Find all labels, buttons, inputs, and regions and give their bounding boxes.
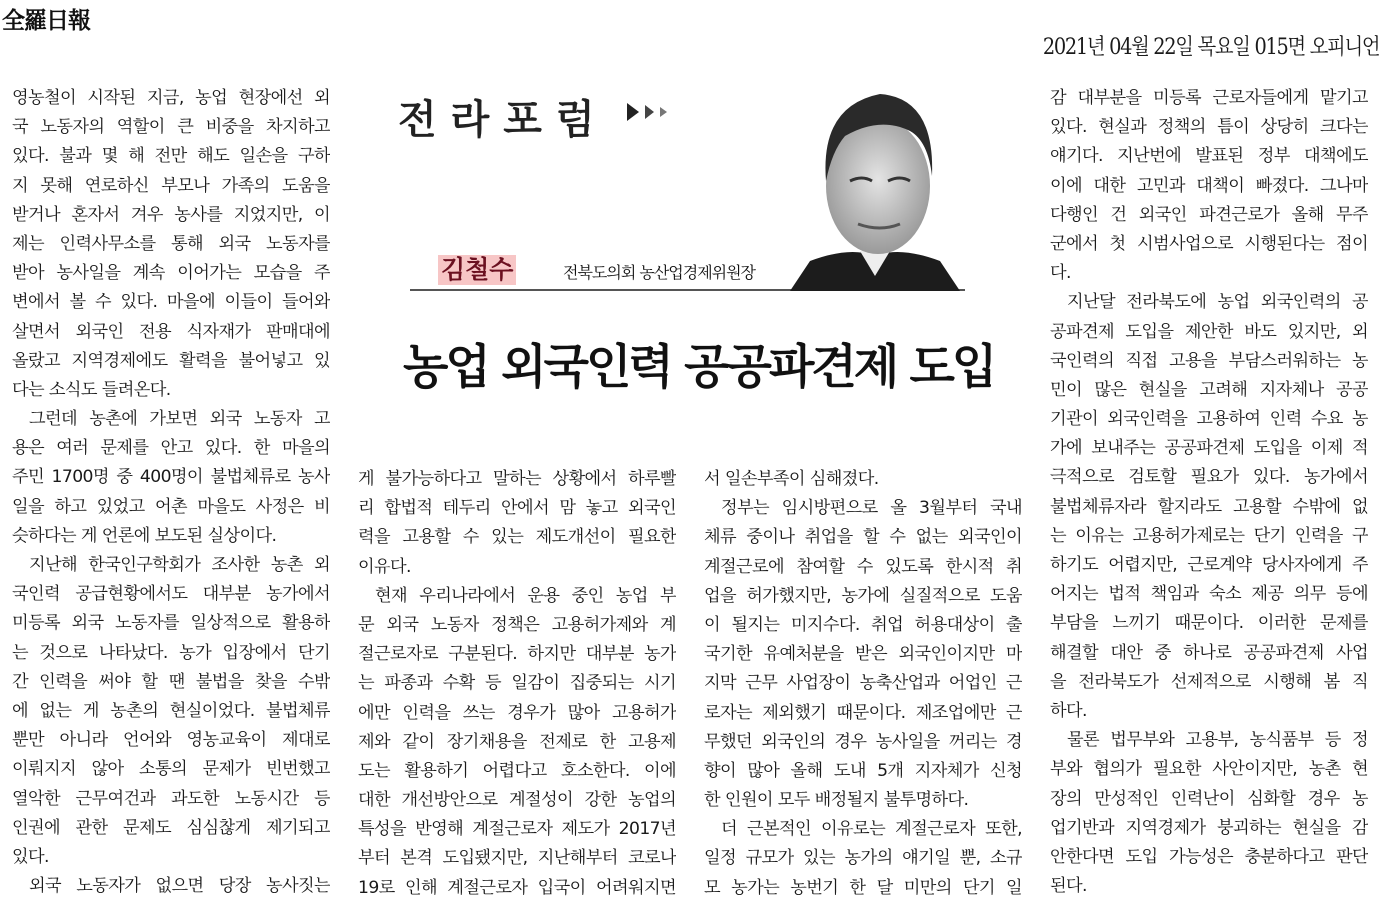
article-text-line: 대한 개선방안으로 계절성이 강한 농업의 (358, 790, 676, 811)
article-text-line: 리 합법적 테두리 안에서 맘 놓고 외국인 (358, 498, 676, 519)
article-text-line: 공파견제 도입을 제안한 바도 있지만, 외 (1050, 321, 1368, 342)
article-text-line: 올랐고 지역경제에도 활력을 불어넣고 있 (12, 350, 330, 371)
article-column-1 (12, 84, 330, 901)
article-text-line: 19로 인해 계절근로자 입국이 어려워지면 (358, 877, 676, 898)
article-text-line: 일정 규모가 있는 농가의 얘기일 뿐, 소규 (704, 848, 1022, 869)
article-text-line: 부터 본격 도입됐지만, 지난해부터 코로나 (358, 848, 676, 869)
article-text-line: 부담을 느끼기 때문이다. 이러한 문제를 (1050, 613, 1368, 634)
column-title: 전라포럼 (398, 97, 609, 143)
triangle-right-icon (645, 105, 654, 119)
article-text-line: 얘기다. 지난번에 발표된 정부 대책에도 (1050, 146, 1368, 167)
article-text-line: 해결할 대안 중 하나로 공공파견제 사업 (1050, 642, 1368, 663)
article-text-line: 체류 중이나 취업을 할 수 없는 외국인이 (704, 527, 1022, 548)
article-text-line: 계절근로에 참여할 수 있도록 한시적 취 (704, 556, 1022, 577)
article-text-line: 이 될지는 미지수다. 취업 허용대상이 출 (704, 614, 1022, 635)
article-text-line: 제와 같이 장기채용을 전제로 한 고용제 (358, 731, 676, 752)
article-text-line: 미등록 외국 노동자를 일상적으로 활용하 (12, 613, 330, 634)
triangle-right-icon (627, 103, 639, 121)
article-text-line: 슷하다는 게 언론에 보도된 실상이다. (12, 525, 277, 546)
article-text-line: 업을 허가했지만, 농가에 실질적으로 도움 (704, 585, 1022, 606)
article-text-line: 인권에 관한 문제도 심심찮게 제기되고 (12, 817, 330, 838)
article-text-line: 지난해 한국인구학회가 조사한 농촌 외 (29, 555, 330, 575)
article-text-line: 된다. (1050, 876, 1087, 897)
article-text-line: 로자는 제외했기 때문이다. 제조업에만 근 (704, 702, 1022, 723)
article-text-line: 절근로자로 구분된다. 하지만 대부분 농가 (358, 644, 676, 665)
article-text-line: 에만 인력을 쓰는 경우가 많아 고용허가 (358, 702, 676, 723)
article-text-line: 하기도 어렵지만, 근로계약 당사자에게 주 (1050, 555, 1368, 575)
article-text-line: 모 농가는 농번기 한 달 미만의 단기 일 (704, 877, 1022, 898)
arrow-icons (627, 103, 667, 121)
article-text-line: 는 이유는 고용허가제로는 단기 인력을 구 (1050, 525, 1368, 546)
article-text-line: 군에서 첫 시범사업으로 시행된다는 점이 (1050, 233, 1368, 254)
article-column-2 (358, 465, 676, 903)
article-text-line: 국 노동자의 역할이 큰 비중을 차지하고 (12, 117, 330, 138)
article-text-line: 특성을 반영해 계절근로자 제도가 2017년 (358, 819, 676, 840)
article-text-line: 다행인 건 외국인 파견근로가 올해 무주 (1050, 204, 1368, 225)
article-text-line: 물론 법무부와 고용부, 농식품부 등 정 (1067, 730, 1368, 751)
article-text-line: 지난달 전라북도에 농업 외국인력의 공 (1067, 292, 1368, 313)
article-text-line: 살면서 외국인 전용 식자재가 판매대에 (12, 321, 330, 342)
article-text-line: 이뤄지지 않아 소통의 문제가 빈번했고 (12, 759, 330, 780)
article-text-line: 부와 협의가 필요한 사안이지만, 농촌 현 (1050, 759, 1368, 780)
article-text-line: 에 없는 게 농촌의 현실이었다. 불법체류 (12, 700, 330, 721)
article-text-line: 는 파종과 수확 등 일감이 집중되는 시기 (358, 673, 676, 694)
article-text-line: 력을 고용할 수 있는 제도개선이 필요한 (358, 527, 676, 548)
article-text-line: 있다. 현실과 정책의 틈이 상당히 크다는 (1050, 117, 1368, 138)
article-text-line: 을 전라북도가 선제적으로 시행해 봄 직 (1050, 671, 1368, 692)
dateline: 2021년 04월 22일 목요일 015면 오피니언 (1042, 35, 1379, 60)
article-text-line: 불법체류자라 할지라도 고용할 수밖에 없 (1050, 496, 1368, 517)
article-text-line: 국인력 공급현황에서도 대부분 농가에서 (12, 584, 330, 605)
article-text-line: 이에 대한 고민과 대책이 빠졌다. 그나마 (1050, 175, 1368, 196)
article-text-line: 현재 우리나라에서 운용 중인 농업 부 (375, 585, 676, 606)
article-text-line: 영농철이 시작된 지금, 농업 현장에선 외 (12, 88, 330, 108)
article-text-line: 있다. (12, 846, 49, 867)
article-headline: 농업 외국인력 공공파견제 도입 (403, 340, 995, 395)
article-text-line: 기관이 외국인력을 고용하여 인력 수요 농 (1050, 409, 1368, 430)
article-text-line: 감 대부분을 미등록 근로자들에게 맡기고 (1050, 88, 1368, 108)
article-text-line: 주민 1700명 중 400명이 불법체류로 농사 (12, 467, 330, 488)
article-text-line: 극적으로 검토할 필요가 있다. 농가에서 (1050, 467, 1368, 488)
article-text-line: 받아 농사일을 계속 이어가는 모습을 주 (12, 263, 330, 284)
article-text-line: 제는 인력사무소를 통해 외국 노동자를 (12, 233, 330, 254)
article-text-line: 정부는 임시방편으로 올 3월부터 국내 (721, 498, 1022, 519)
article-text-line: 다는 소식도 들려온다. (12, 379, 171, 400)
article-text-line: 열악한 근무여건과 과도한 노동시간 등 (12, 788, 330, 809)
author-title: 전북도의회 농산업경제위원장 (563, 263, 756, 282)
article-text-line: 는 것으로 나타났다. 농가 입장에서 단기 (12, 642, 330, 663)
article-text-line: 무했던 외국인의 경우 농사일을 꺼리는 경 (704, 731, 1022, 752)
article-text-line: 하다. (1050, 700, 1087, 721)
article-text-line: 더 근본적인 이유로는 계절근로자 또한, (721, 819, 1022, 840)
article-text-line: 장의 만성적인 인력난이 심화할 경우 농 (1050, 788, 1368, 809)
author-photo (790, 86, 960, 291)
article-text-line: 안한다면 도입 가능성은 충분하다고 판단 (1050, 846, 1368, 867)
article-text-line: 게 불가능하다고 말하는 상황에서 하루빨 (358, 469, 676, 489)
article-text-line: 다. (1050, 263, 1071, 284)
article-text-line: 간 인력을 써야 할 땐 불법을 찾을 수밖 (12, 671, 330, 692)
article-text-line: 서 일손부족이 심해졌다. (704, 469, 879, 489)
article-text-line: 그런데 농촌에 가보면 외국 노동자 고 (29, 409, 330, 430)
article-text-line: 이유다. (358, 556, 411, 577)
article-text-line: 향이 많아 올해 도내 5개 지자체가 신청 (704, 760, 1022, 781)
article-text-line: 일을 하고 있었고 어촌 마을도 사정은 비 (12, 496, 330, 517)
article-text-line: 받거나 혼자서 겨우 농사를 지었지만, 이 (12, 204, 330, 225)
article-text-line: 업기반과 지역경제가 붕괴하는 현실을 감 (1050, 817, 1368, 838)
article-text-line: 뿐만 아니라 언어와 영농교육이 제대로 (12, 730, 330, 751)
article-text-line: 가에 보내주는 공공파견제 도입을 이제 적 (1050, 438, 1368, 459)
article-text-line: 외국 노동자가 없으면 당장 농사짓는 (29, 876, 330, 897)
article-text-line: 한 인원이 모두 배정될지 불투명하다. (704, 790, 969, 811)
article-text-line: 민이 많은 현실을 고려해 지자체나 공공 (1050, 379, 1368, 400)
article-text-line: 국인력의 직접 고용을 부담스러워하는 농 (1050, 350, 1368, 371)
triangle-right-icon (660, 107, 667, 117)
author-name: 김철수 (438, 255, 516, 285)
article-text-line: 용은 여러 문제를 안고 있다. 한 마을의 (12, 438, 330, 459)
article-text-line: 도는 활용하기 어렵다고 호소한다. 이에 (358, 760, 676, 781)
article-column-3 (704, 465, 1022, 903)
article-text-line: 어지는 법적 책임과 숙소 제공 의무 등에 (1050, 584, 1368, 605)
article-text-line: 지 못해 연로하신 부모나 가족의 도움을 (12, 175, 330, 196)
newspaper-logo: 全羅日報 (2, 8, 90, 34)
article-text-line: 있다. 불과 몇 해 전만 해도 일손을 구하 (12, 146, 330, 167)
article-column-4 (1050, 84, 1368, 901)
article-text-line: 문 외국 노동자 정책은 고용허가제와 계 (358, 614, 676, 635)
article-text-line: 변에서 볼 수 있다. 마을에 이들이 들어와 (12, 292, 330, 313)
article-text-line: 지막 근무 사업장이 농축산업과 어업인 근 (704, 673, 1022, 694)
article-text-line: 국기한 유예처분을 받은 외국인이지만 마 (704, 644, 1022, 665)
